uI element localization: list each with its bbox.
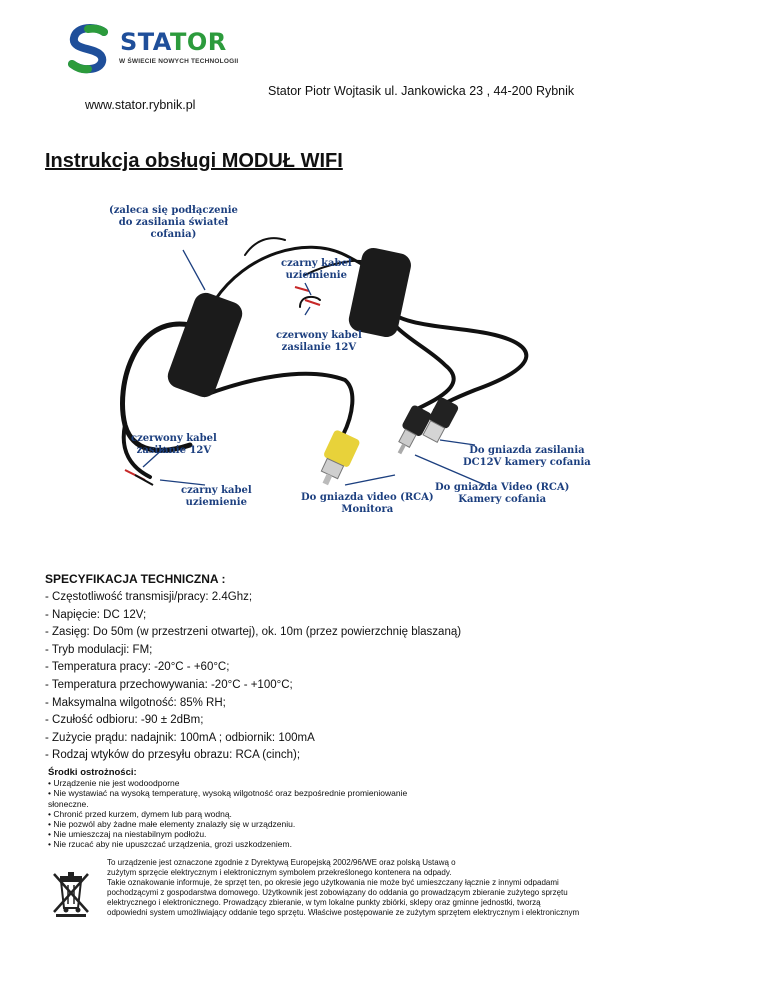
spec-item: - Temperatura przechowywania: -20°C - +100°C; — [45, 678, 293, 691]
label-black-ground-bottom: czarny kabel uziemienie — [181, 485, 252, 508]
spec-item: - Temperatura pracy: -20°C - +60°C; — [45, 661, 230, 674]
spec-item: - Zasięg: Do 50m (w przestrzeni otwartej), ok. 10m (przez powierzchnię blaszaną) — [45, 626, 462, 639]
spec-item: - Rodzaj wtyków do przesyłu obrazu: RCA (cinch); — [45, 749, 301, 762]
weee-line: elektrycznego i elektronicznego. Prowadzący zbieranie, w tym lokalne punkty zbiórki, sklepy oraz gminne jednostki, tworzą — [107, 898, 541, 907]
safety-line: • Nie rzucać aby nie upuszczać urządzenia, grozi uszkodzeniem. — [48, 839, 292, 850]
weee-notice — [107, 858, 667, 918]
weee-line: pochodzącymi z gospodarstwa domowego. Użytkownik jest zobowiązany do oddania go prowadzącym zbieranie zużytego sprzętu — [107, 888, 568, 897]
label-video-monitor: Do gniazda video (RCA) Monitora — [301, 492, 434, 515]
spec-title: SPECYFIKACJA TECHNICZNA : — [45, 572, 226, 586]
label-video-camera: Do gniazda Video (RCA) Kamery cofania — [435, 482, 570, 505]
label-black-ground-top: czarny kabel uziemienie — [281, 258, 352, 281]
safety-line: • Chronić przed kurzem, dymem lub parą wodną. — [48, 808, 232, 819]
logo-wordmark: STATOR — [120, 28, 227, 56]
safety-line: • Urządzenie nie jest wodoodporne — [48, 778, 180, 789]
safety-title: Środki ostrożności: — [48, 767, 137, 778]
wifi-module-illustration — [95, 195, 595, 525]
spec-item: - Zużycie prądu: nadajnik: 100mA ; odbiornik: 100mA — [45, 731, 315, 744]
logo-tagline: W ŚWIECIE NOWYCH TECHNOLOGII — [119, 58, 239, 65]
spec-item: - Tryb modulacji: FM; — [45, 643, 153, 656]
spec-item: - Maksymalna wilgotność: 85% RH; — [45, 696, 226, 709]
company-logo — [66, 24, 246, 74]
weee-line: To urządzenie jest oznaczone zgodnie z Dyrektywą Europejską 2002/96/WE oraz polską Ustawą o — [107, 858, 456, 867]
product-photo — [95, 195, 595, 525]
safety-line: • Nie wystawiać na wysoką temperaturę, wysoką wilgotność oraz bezpośrednie promieniowanie — [48, 788, 408, 799]
stator-s-icon — [66, 24, 114, 74]
safety-section — [48, 768, 478, 850]
label-power-camera: Do gniazda zasilania DC12V kamery cofania — [463, 445, 591, 468]
crossed-bin-icon — [48, 868, 94, 918]
safety-line: słoneczne. — [48, 798, 89, 809]
safety-line: • Nie umieszczaj na niestabilnym podłożu. — [48, 829, 207, 840]
spec-item: - Napięcie: DC 12V; — [45, 608, 147, 621]
spec-item: - Czułość odbioru: -90 ± 2dBm; — [45, 714, 204, 727]
weee-line: Takie oznakowanie informuje, że sprzęt ten, po okresie jego użytkowania nie może być umieszczany łącznie z innymi odpadami — [107, 878, 559, 887]
spec-list — [45, 589, 461, 765]
label-red-power-top: czerwony kabel zasilanie 12V — [276, 330, 362, 353]
weee-line: odpowiedni system umożliwiający oddanie tego sprzętu. Właściwe postępowanie ze zużytym sprzętem elektrycznym i elektronicznym — [107, 908, 580, 917]
weee-line: zużytym sprzęcie elektrycznym i elektronicznym symbolem przekreślonego kontenera na odpady. — [107, 868, 452, 877]
company-address: Stator Piotr Wojtasik ul. Jankowicka 23 , 44-200 Rybnik — [268, 84, 575, 98]
label-recommend: (zaleca się podłączenie do zasilania świateł cofania) — [109, 205, 238, 240]
document-title: Instrukcja obsługi MODUŁ WIFI — [45, 150, 343, 172]
label-red-power-left: czerwony kabel zasilanie 12V — [131, 433, 217, 456]
safety-line: • Nie pozwól aby żadne małe elementy znalazły się w urządzeniu. — [48, 819, 296, 830]
company-website: www.stator.rybnik.pl — [85, 98, 196, 112]
spec-item: - Częstotliwość transmisji/pracy: 2.4Ghz; — [45, 591, 253, 603]
